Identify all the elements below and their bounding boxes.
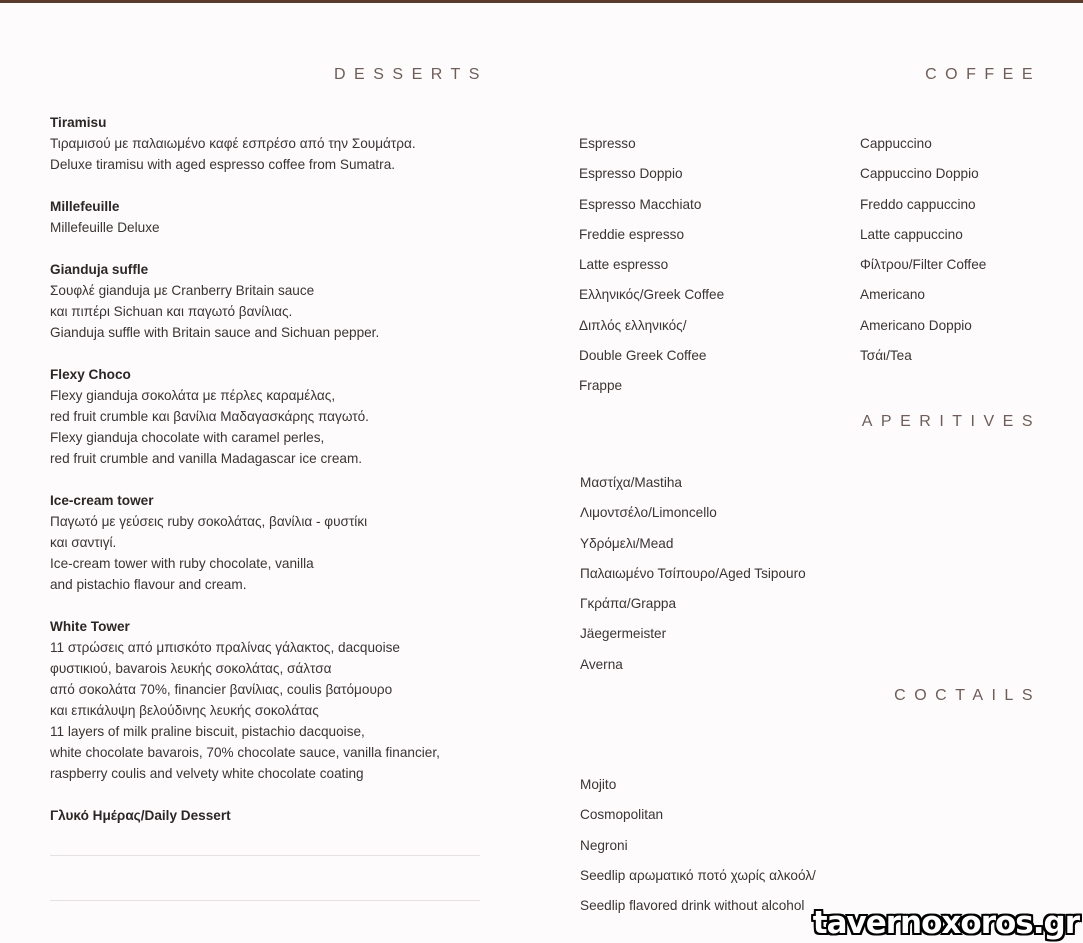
dessert-name: Millefeuille: [50, 199, 120, 214]
dessert-description-line: Flexy gianduja σοκολάτα με πέρλες καραμέλας,: [50, 388, 336, 403]
dessert-name: Tiramisu: [50, 115, 107, 130]
dessert-description-line: and pistachio flavour and cream.: [50, 577, 247, 592]
coffee-item: Double Greek Coffee: [579, 348, 707, 364]
coffee-item: Freddo cappuccino: [860, 196, 976, 212]
watermark: tavernoxoros.gr: [812, 905, 1079, 941]
coffee-item: Ελληνικός/Greek Coffee: [579, 287, 725, 303]
divider: [50, 855, 480, 856]
dessert-description-line: και σαντιγί.: [50, 535, 117, 550]
coctail-item: Seedlip flavored drink without alcohol: [580, 898, 805, 914]
coffee-item: Espresso: [579, 136, 636, 151]
dessert-item: [50, 805, 490, 826]
dessert-name: Γλυκό Ημέρας/Daily Dessert: [50, 808, 231, 823]
aperitives-heading: APERITIVES: [861, 413, 1041, 430]
aperitive-item: Averna: [580, 656, 623, 672]
dessert-description-line: 11 στρώσεις από μπισκότο πραλίνας γάλακτος, dacquoise: [50, 640, 400, 655]
aperitive-item: Μαστίχα/Mastiha: [580, 475, 682, 490]
coffee-item: Frappe: [579, 378, 623, 394]
coffee-item: Americano: [860, 287, 925, 303]
desserts-list: [50, 112, 490, 847]
coffee-item: Διπλός ελληνικός/: [579, 317, 687, 333]
dessert-item: [50, 616, 490, 784]
coffee-item: Latte cappuccino: [860, 226, 963, 242]
dessert-description-line: Τιραμισού με παλαιωμένο καφέ εσπρέσο από την Σουμάτρα.: [50, 136, 416, 151]
dessert-name: White Tower: [50, 619, 130, 634]
dessert-item: [50, 196, 490, 238]
dessert-description-line: Gianduja suffle with Britain sauce and Sichuan pepper.: [50, 325, 380, 340]
coffee-item: Cappuccino: [860, 136, 932, 151]
coctail-item: Negroni: [580, 837, 628, 853]
coctails-list: [580, 774, 816, 925]
dessert-description-line: red fruit crumble and vanilla Madagascar ice cream.: [50, 451, 363, 466]
aperitive-item: Γκράπα/Grappa: [580, 596, 677, 612]
coffee-list-right: [860, 133, 986, 375]
dessert-name: Gianduja suffle: [50, 262, 149, 277]
coffee-item: Freddie espresso: [579, 226, 685, 242]
coffee-item: Τσάι/Tea: [860, 348, 912, 364]
coffee-item: Φίλτρου/Filter Coffee: [860, 257, 987, 273]
top-border: [0, 0, 1083, 3]
divider: [50, 900, 480, 901]
aperitives-list: [580, 472, 806, 684]
dessert-description-line: 11 layers of milk praline biscuit, pistachio dacquoise,: [50, 724, 365, 739]
coffee-list-left: [579, 133, 724, 406]
dessert-item: [50, 259, 490, 343]
dessert-item: [50, 112, 490, 175]
desserts-heading: DESSERTS: [334, 66, 488, 83]
dessert-description-line: από σοκολάτα 70%, financier βανίλιας, coulis βατόμουρο: [50, 682, 393, 697]
coffee-item: Latte espresso: [579, 257, 669, 273]
coctail-item: Seedlip αρωματικό ποτό χωρίς αλκοόλ/: [580, 867, 816, 883]
dessert-description-line: Deluxe tiramisu with aged espresso coffee from Sumatra.: [50, 157, 396, 172]
dessert-description-line: raspberry coulis and velvety white chocolate coating: [50, 766, 364, 781]
dessert-description-line: Millefeuille Deluxe: [50, 220, 160, 235]
aperitive-item: Υδρόμελι/Mead: [580, 535, 674, 551]
dessert-description-line: και επικάλυψη βελούδινης λευκής σοκολάτας: [50, 703, 319, 718]
dessert-name: Ice-cream tower: [50, 493, 154, 508]
dessert-name: Flexy Choco: [50, 367, 131, 382]
aperitive-item: Λιμοντσέλο/Limoncello: [580, 505, 717, 521]
coctail-item: Cosmopolitan: [580, 807, 664, 823]
coctails-heading: COCTAILS: [894, 687, 1041, 704]
coffee-item: Espresso Macchiato: [579, 196, 702, 212]
dessert-description-line: red fruit crumble και βανίλια Μαδαγασκάρης παγωτό.: [50, 409, 369, 424]
dessert-description-line: Παγωτό με γεύσεις ruby σοκολάτας, βανίλια - φυστίκι: [50, 514, 368, 529]
dessert-description-line: Σουφλέ gianduja με Cranberry Britain sauce: [50, 283, 315, 298]
aperitive-item: Jäegermeister: [580, 626, 667, 642]
dessert-description-line: και πιπέρι Sichuan και παγωτό βανίλιας.: [50, 304, 293, 319]
dessert-description-line: φυστικιού, bavarois λευκής σοκολάτας, σάλτσα: [50, 661, 332, 676]
dessert-description-line: Flexy gianduja chocolate with caramel perles,: [50, 430, 325, 445]
dessert-description-line: white chocolate bavarois, 70% chocolate sauce, vanilla financier,: [50, 745, 440, 760]
coffee-item: Cappuccino Doppio: [860, 166, 979, 182]
coffee-heading: COFFEE: [925, 66, 1041, 83]
aperitive-item: Παλαιωμένο Τσίπουρο/Aged Tsipouro: [580, 565, 806, 581]
dessert-description-line: Ice-cream tower with ruby chocolate, vanilla: [50, 556, 314, 571]
coctail-item: Mojito: [580, 777, 617, 792]
dessert-item: [50, 364, 490, 469]
dessert-item: [50, 490, 490, 595]
coffee-item: Espresso Doppio: [579, 166, 683, 182]
coffee-item: Americano Doppio: [860, 317, 972, 333]
